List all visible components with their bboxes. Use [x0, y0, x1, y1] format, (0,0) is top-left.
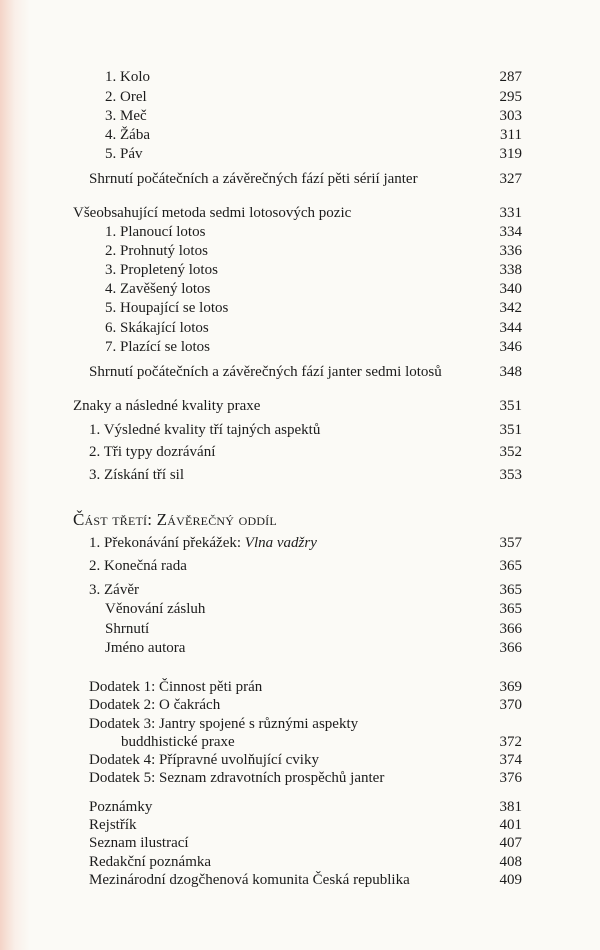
toc-entry-label: 3. Meč	[105, 108, 147, 124]
toc-entry-label: 5. Houpající se lotos	[105, 300, 229, 316]
toc-entry-page: 401	[499, 817, 522, 833]
toc-entry-page: 319	[499, 146, 522, 162]
toc-entry-label: 1. Planoucí lotos	[105, 224, 206, 240]
toc-entry-label: Jméno autora	[105, 640, 186, 656]
toc-entry-label: 4. Zavěšený lotos	[105, 281, 211, 297]
toc-entry-page: 346	[499, 339, 522, 355]
toc-entry-label-italic: Vlna vadžry	[244, 535, 317, 551]
toc-entry-page: 295	[499, 89, 522, 105]
toc-entry-label	[89, 535, 317, 552]
toc-entry-label: Dodatek 5: Seznam zdravotních prospěchů janter	[89, 770, 385, 786]
toc-entry-page: 334	[499, 224, 522, 240]
toc-entry-page: 381	[499, 799, 522, 815]
toc-entry-page: 370	[499, 697, 522, 713]
toc-entry-page: 327	[499, 171, 522, 187]
toc-entry-label: 2. Tři typy dozrávání	[89, 444, 216, 460]
toc-entry-page: 365	[499, 582, 522, 598]
toc-entry-page: 408	[499, 854, 522, 870]
toc-entry-page: 352	[499, 444, 522, 460]
toc-entry-page: 338	[499, 262, 522, 278]
toc-entry-label: 2. Konečná rada	[89, 558, 187, 574]
toc-entry-label: Shrnutí	[105, 621, 150, 637]
toc-entry-label: Věnování zásluh	[105, 601, 206, 617]
toc-entry-page: 351	[499, 398, 522, 414]
toc-entry-page: 331	[499, 205, 522, 221]
toc-entry-label: buddhistické praxe	[121, 734, 235, 750]
toc-entry-label: 6. Skákající lotos	[105, 320, 209, 336]
toc-entry-label: 2. Prohnutý lotos	[105, 243, 208, 259]
toc-entry-label: 1. Kolo	[105, 69, 150, 85]
toc-entry-page: 344	[499, 320, 522, 336]
toc-entry-label: Dodatek 1: Činnost pěti prán	[89, 679, 263, 695]
toc-entry-page: 287	[499, 69, 522, 85]
toc-entry-page: 348	[499, 364, 522, 380]
toc-entry-page: 369	[499, 679, 522, 695]
part-three-heading: Část třetí: Závěrečný oddíl	[73, 510, 277, 529]
toc-entry-label: 3. Závěr	[89, 582, 139, 598]
toc-entry-label: Všeobsahující metoda sedmi lotosových pozic	[73, 205, 352, 221]
toc-entry-label: Poznámky	[89, 799, 153, 815]
toc-entry-label: Dodatek 2: O čakrách	[89, 697, 221, 713]
toc-entry-page: 409	[499, 872, 522, 888]
toc-entry-label: 2. Orel	[105, 89, 147, 105]
toc-entry-page: 366	[499, 621, 522, 637]
toc-entry-page: 342	[499, 300, 522, 316]
toc-entry-page: 376	[499, 770, 522, 786]
toc-entry-label: Dodatek 4: Přípravné uvolňující cviky	[89, 752, 319, 768]
toc-entry-label: 7. Plazící se lotos	[105, 339, 210, 355]
toc-entry-label: Seznam ilustrací	[89, 835, 189, 851]
toc-entry-label: Dodatek 3: Jantry spojené s různými aspekty	[89, 716, 359, 732]
toc-entry-page: 311	[500, 127, 522, 143]
toc-entry-label: Redakční poznámka	[89, 854, 212, 870]
toc-entry-page: 365	[499, 558, 522, 574]
toc-entry-label-text: 1. Překonávání překážek:	[89, 535, 245, 551]
toc-entry-page: 366	[499, 640, 522, 656]
toc-entry-page: 336	[499, 243, 522, 259]
toc-entry-page: 374	[499, 752, 522, 768]
toc-entry-page: 365	[499, 601, 522, 617]
toc-entry-label: 5. Páv	[105, 146, 143, 162]
toc-entry-label: Shrnutí počátečních a závěrečných fází pěti sérií janter	[89, 171, 418, 187]
toc-entry-label: 1. Výsledné kvality tří tajných aspektů	[89, 422, 321, 438]
toc-entry-label: Shrnutí počátečních a závěrečných fází janter sedmi lotosů	[89, 364, 442, 380]
toc-entry-page: 303	[499, 108, 522, 124]
toc-entry-page: 372	[499, 734, 522, 750]
toc-entry-page: 351	[499, 422, 522, 438]
toc-entry-label: Mezinárodní dzogčhenová komunita Česká republika	[89, 872, 410, 888]
toc-entry-label: Znaky a následné kvality praxe	[73, 398, 261, 414]
toc-entry-label: 3. Propletený lotos	[105, 262, 218, 278]
toc-entry-page: 340	[499, 281, 522, 297]
toc-entry-page: 407	[499, 835, 522, 851]
toc-entry-label: 3. Získání tří sil	[89, 467, 184, 483]
toc-entry-label: Rejstřík	[89, 817, 137, 833]
toc-entry-page: 353	[499, 467, 522, 483]
toc-entry-page: 357	[499, 535, 522, 551]
toc-entry-label: 4. Žába	[105, 127, 150, 143]
